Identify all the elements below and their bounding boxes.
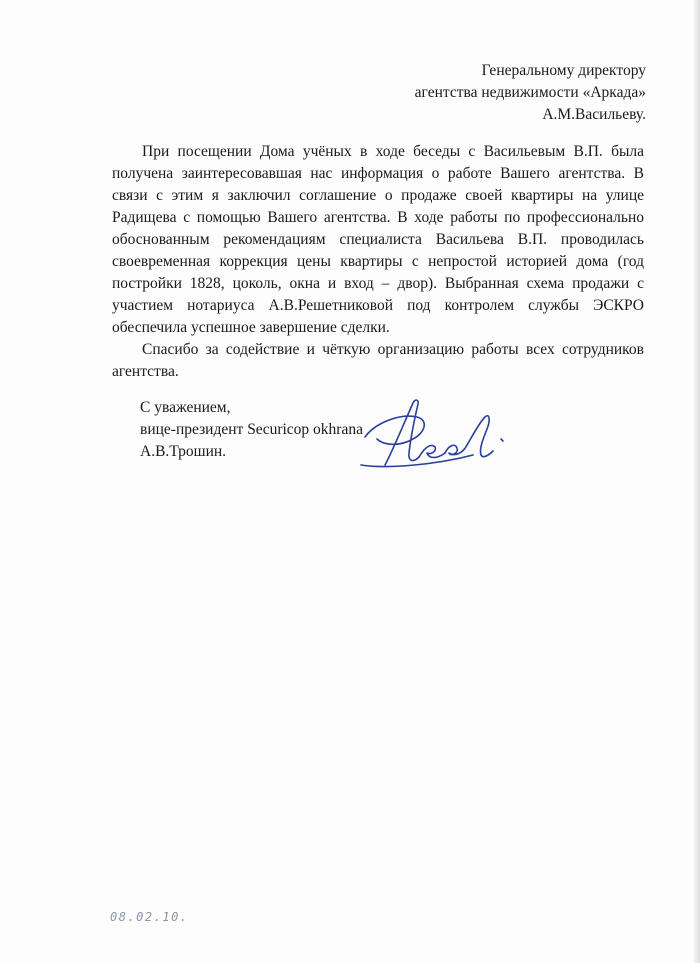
svg-text:08.02.10.: 08.02.10.: [110, 910, 189, 924]
closing-regards: С уважением,: [140, 399, 231, 416]
body-paragraph-2: Спасибо за содействие и чёткую организацию работы всех сотрудников агентства.: [112, 341, 644, 380]
handwritten-signature: [355, 395, 525, 485]
letter-body: [112, 141, 644, 383]
closing-block: [140, 397, 363, 463]
handwritten-date: [108, 905, 198, 927]
page-edge: [694, 0, 700, 963]
addressee-line-name: А.М.Васильеву.: [542, 106, 646, 123]
addressee-line-position: Генеральному директору: [481, 62, 646, 79]
body-paragraph-1: При посещении Дома учёных в ходе беседы с Васильевым В.П. была получена заинтересовавшая нас информация о работе Вашего агентства. В связи с этим я заключил соглашение о продаже своей квартиры на улице Радищева с помощью Вашего агентства. В ходе работы по профессионально обоснованным рекомендациям специалиста Васильева В.П. проводилась своевременная коррекция цены квартиры с непростой историей дома (год постройки 1828, цоколь, окна и вход – двор). Выбранная схема продажи с участием нотариуса А.В.Решетниковой под контролем службы ЭСКРО обеспечила успешное завершение сделки.: [112, 143, 644, 336]
closing-position: вице-президент Securicop okhrana: [140, 421, 363, 438]
closing-name: А.В.Трошин.: [140, 443, 227, 460]
addressee-block: [415, 60, 646, 126]
addressee-line-organization: агентства недвижимости «Аркада»: [414, 84, 646, 101]
